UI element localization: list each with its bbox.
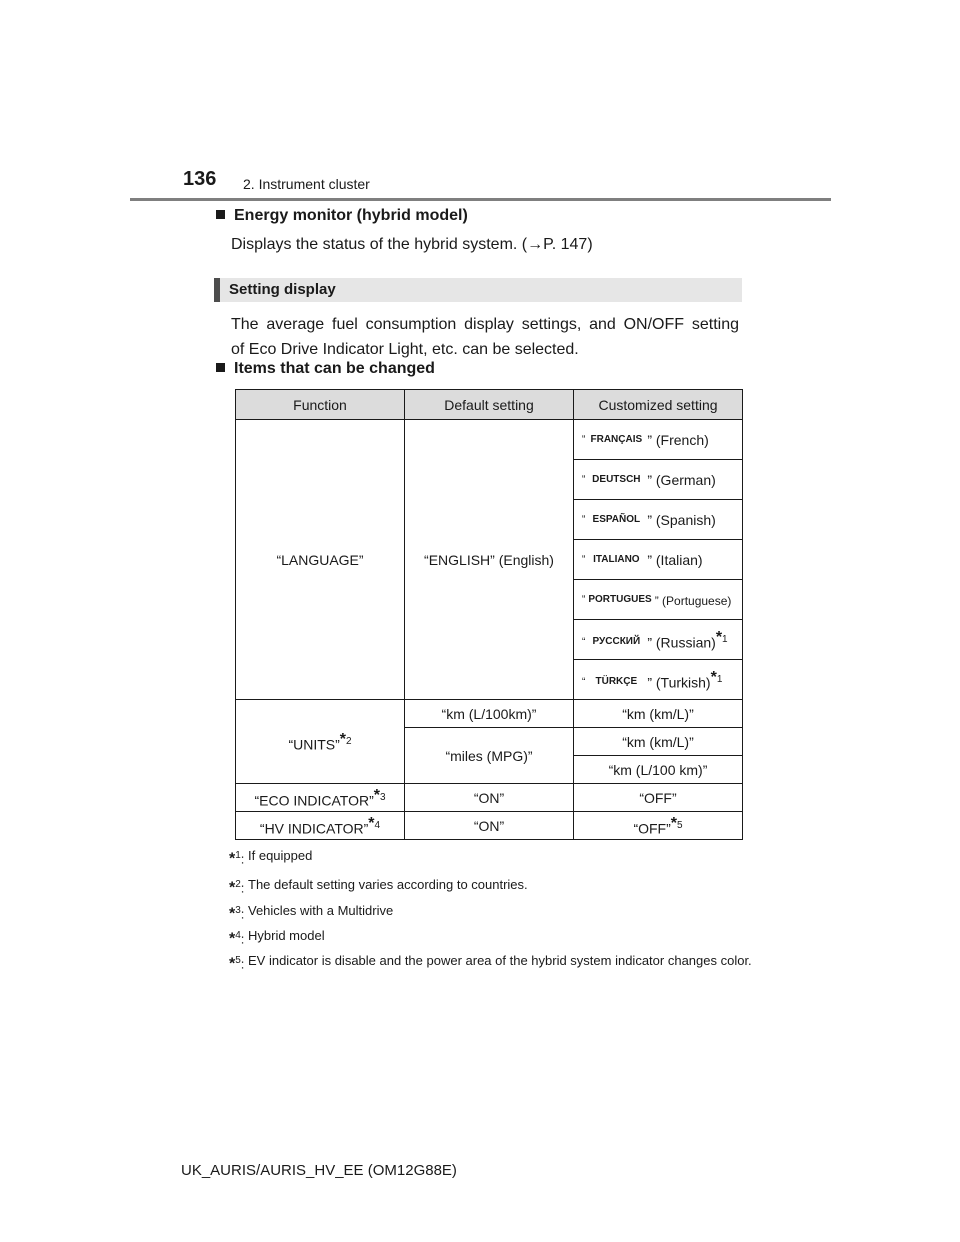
units-custom-cell: “km (km/L)” — [574, 700, 743, 728]
table-row — [236, 700, 743, 728]
column-header: Default setting — [405, 390, 574, 420]
column-header: Customized setting — [574, 390, 743, 420]
square-bullet-icon — [216, 363, 225, 372]
header-divider — [130, 198, 831, 201]
eco-custom-cell: “OFF” — [574, 784, 743, 812]
document-code: UK_AURIS/AURIS_HV_EE (OM12G88E) — [181, 1162, 457, 1179]
language-default-cell: “ENGLISH” (English) — [405, 420, 574, 700]
language-word: DEUTSCH — [592, 473, 641, 485]
language-option-cell: “ DEUTSCH ” (German) — [574, 460, 743, 500]
language-word: TÜRKÇE — [595, 676, 638, 688]
language-option-cell: “ РУССКИЙ ” (Russian)$^{*1}$ — [574, 620, 743, 660]
language-option-cell: “ PORTUGUES ” (Portuguese) — [574, 580, 743, 620]
units-custom-cell: “km (L/100 km)” — [574, 756, 743, 784]
hv-function-cell: “HV INDICATOR”$^{*4}$ — [236, 812, 405, 840]
table-row — [236, 420, 743, 460]
eco-default-cell: “ON” — [405, 784, 574, 812]
table-row — [236, 784, 743, 812]
section-intro: The average fuel consumption display settings, and ON/OFF setting of Eco Drive Indicator Light, etc. can be selected. — [231, 316, 739, 358]
hv-default-cell: “ON” — [405, 812, 574, 840]
chapter-title: 2. Instrument cluster — [243, 176, 370, 192]
hv-custom-cell: “OFF”$^{*5}$ — [574, 812, 743, 840]
language-option-cell: “ ESPAÑOL ” (Spanish) — [574, 500, 743, 540]
column-header: Function — [236, 390, 405, 420]
units-default-cell: “km (L/100km)” — [405, 700, 574, 728]
square-bullet-icon — [216, 210, 225, 219]
page-reference-link[interactable]: P. 147) — [543, 236, 593, 253]
arrow-right-icon: → — [527, 236, 544, 253]
language-word: РУССКИЙ — [592, 636, 641, 648]
table-header-row — [236, 390, 743, 420]
language-word: ESPAÑOL — [592, 513, 641, 525]
language-word: FRANÇAIS — [590, 433, 643, 445]
table-row — [236, 812, 743, 840]
energy-monitor-heading: Energy monitor (hybrid model) — [216, 207, 468, 225]
items-heading: Items that can be changed — [216, 360, 435, 378]
page-number: 136 — [183, 168, 217, 190]
language-option-cell: “ FRANÇAIS ” (French) — [574, 420, 743, 460]
units-custom-cell: “km (km/L)” — [574, 728, 743, 756]
units-function-cell: “UNITS”$^{*2}$ — [236, 700, 405, 784]
language-word: PORTUGUES — [588, 593, 652, 605]
energy-monitor-text: Displays the status of the hybrid system. (→P. 147) — [231, 236, 593, 253]
eco-function-cell: “ECO INDICATOR”$^{*3}$ — [236, 784, 405, 812]
units-default-cell: “miles (MPG)” — [405, 728, 574, 784]
language-function-cell: “LANGUAGE” — [236, 420, 405, 700]
section-title: Setting display — [229, 281, 336, 298]
settings-table — [235, 389, 743, 840]
section-title-bar — [214, 278, 742, 302]
language-option-cell: “ TÜRKÇE ” (Turkish)$^{*1}$ — [574, 660, 743, 700]
language-option-cell: “ ITALIANO ” (Italian) — [574, 540, 743, 580]
language-word: ITALIANO — [593, 553, 640, 565]
